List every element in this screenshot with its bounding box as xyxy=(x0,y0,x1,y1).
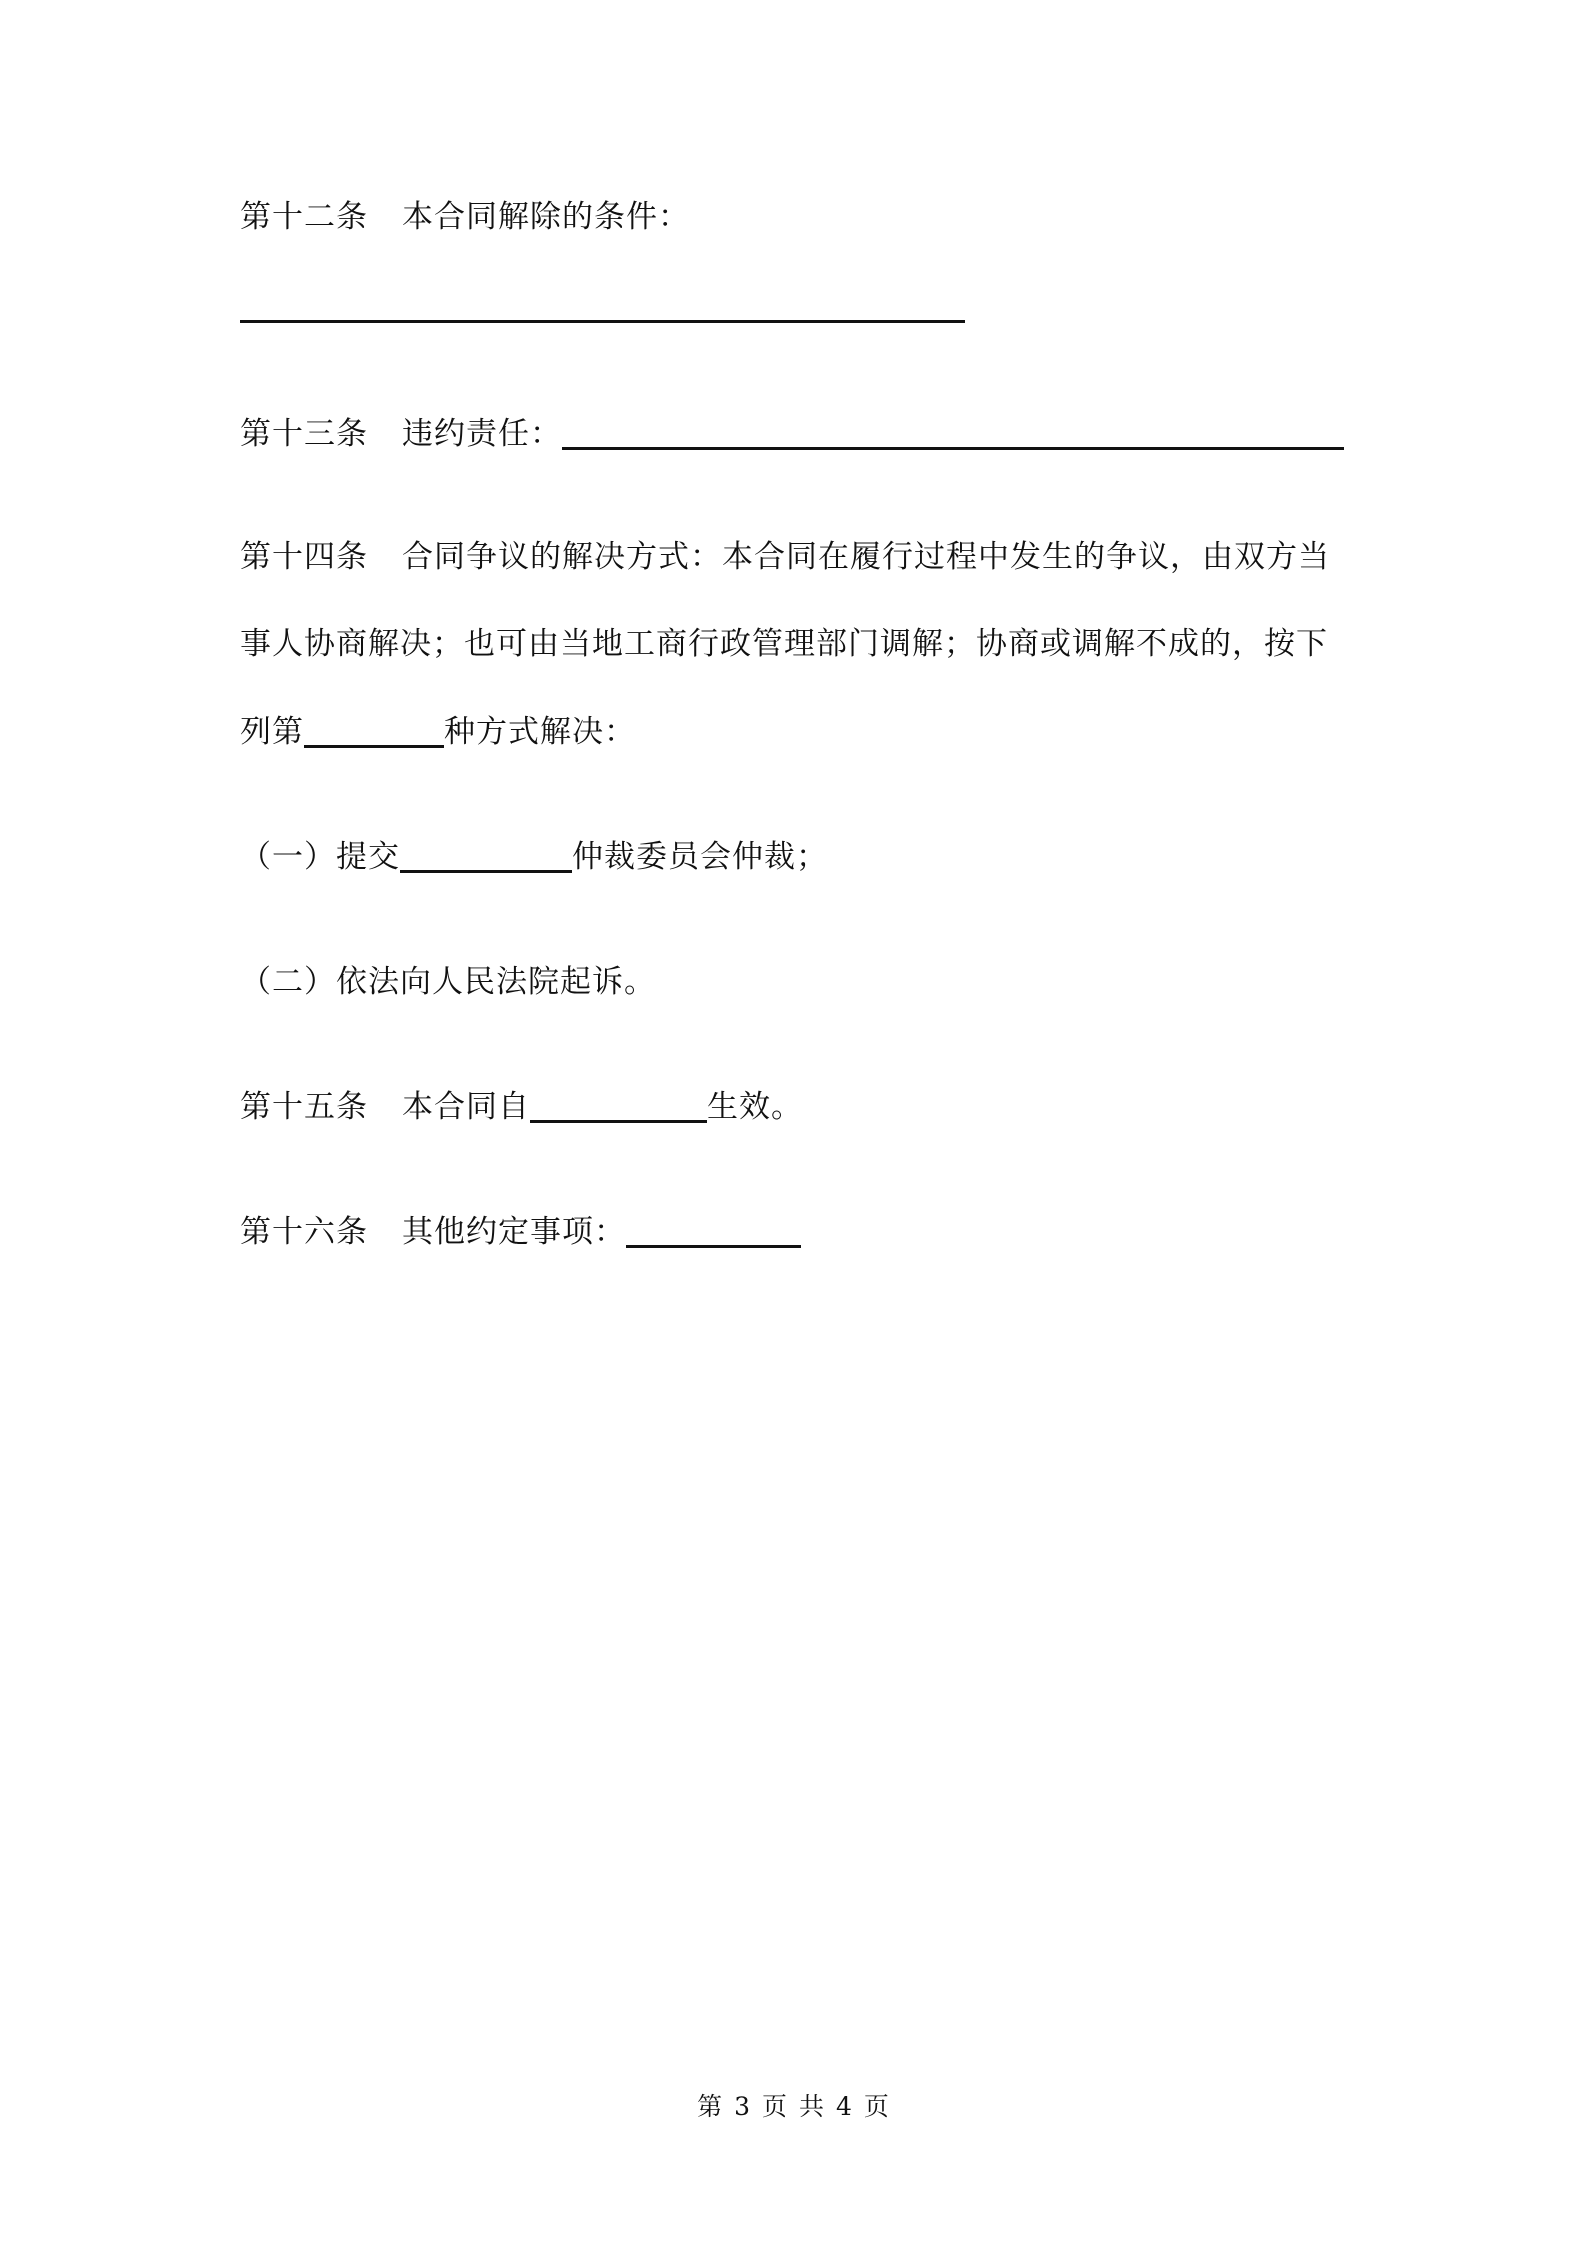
page-number-footer xyxy=(0,2090,1586,2124)
article-14-line-3 xyxy=(240,710,636,754)
article-13-text: 违约责任： xyxy=(402,416,562,452)
article-12-label: 第十二条 xyxy=(240,199,368,235)
article-16 xyxy=(240,1210,801,1254)
footer-page-suffix: 页 xyxy=(863,2092,889,2121)
article-14-line-1 xyxy=(240,535,1330,579)
fill-blank xyxy=(626,1215,801,1248)
footer-current-page: 3 xyxy=(734,2092,750,2121)
fill-blank xyxy=(304,715,444,748)
article-14-label: 第十四条 xyxy=(240,539,368,575)
footer-page-mid: 页 xyxy=(761,2092,787,2121)
article-14-text-line-1: 合同争议的解决方式：本合同在履行过程中发生的争议，由双方当 xyxy=(402,539,1330,575)
option-1-text-start: （一）提交 xyxy=(240,839,400,875)
footer-page-prefix: 第 xyxy=(697,2092,723,2121)
article-16-text: 其他约定事项： xyxy=(402,1214,626,1250)
article-15-label: 第十五条 xyxy=(240,1089,368,1125)
article-12-heading xyxy=(240,195,690,239)
dispute-option-2 xyxy=(240,960,656,1004)
article-15 xyxy=(240,1085,803,1129)
article-15-text-start: 本合同自 xyxy=(402,1089,530,1125)
article-14-text-line-3-end: 种方式解决： xyxy=(444,714,636,750)
article-13-label: 第十三条 xyxy=(240,416,368,452)
footer-total-pages: 4 xyxy=(836,2092,852,2121)
dispute-option-1 xyxy=(240,835,828,879)
option-1-text-end: 仲裁委员会仲裁； xyxy=(572,839,828,875)
article-12-text: 本合同解除的条件： xyxy=(402,199,690,235)
article-13 xyxy=(240,412,1344,456)
article-14-line-2 xyxy=(240,622,1328,666)
article-12-blank-line xyxy=(240,285,965,329)
article-14-text-line-2: 事人协商解决；也可由当地工商行政管理部门调解；协商或调解不成的，按下 xyxy=(240,626,1328,662)
fill-blank xyxy=(400,840,572,873)
fill-blank xyxy=(562,417,1344,450)
article-16-label: 第十六条 xyxy=(240,1214,368,1250)
option-2-text: （二）依法向人民法院起诉。 xyxy=(240,964,656,1000)
fill-blank xyxy=(530,1090,707,1123)
article-14-text-line-3-start: 列第 xyxy=(240,714,304,750)
fill-blank xyxy=(240,290,965,323)
footer-total-prefix: 共 xyxy=(799,2092,825,2121)
article-15-text-end: 生效。 xyxy=(707,1089,803,1125)
